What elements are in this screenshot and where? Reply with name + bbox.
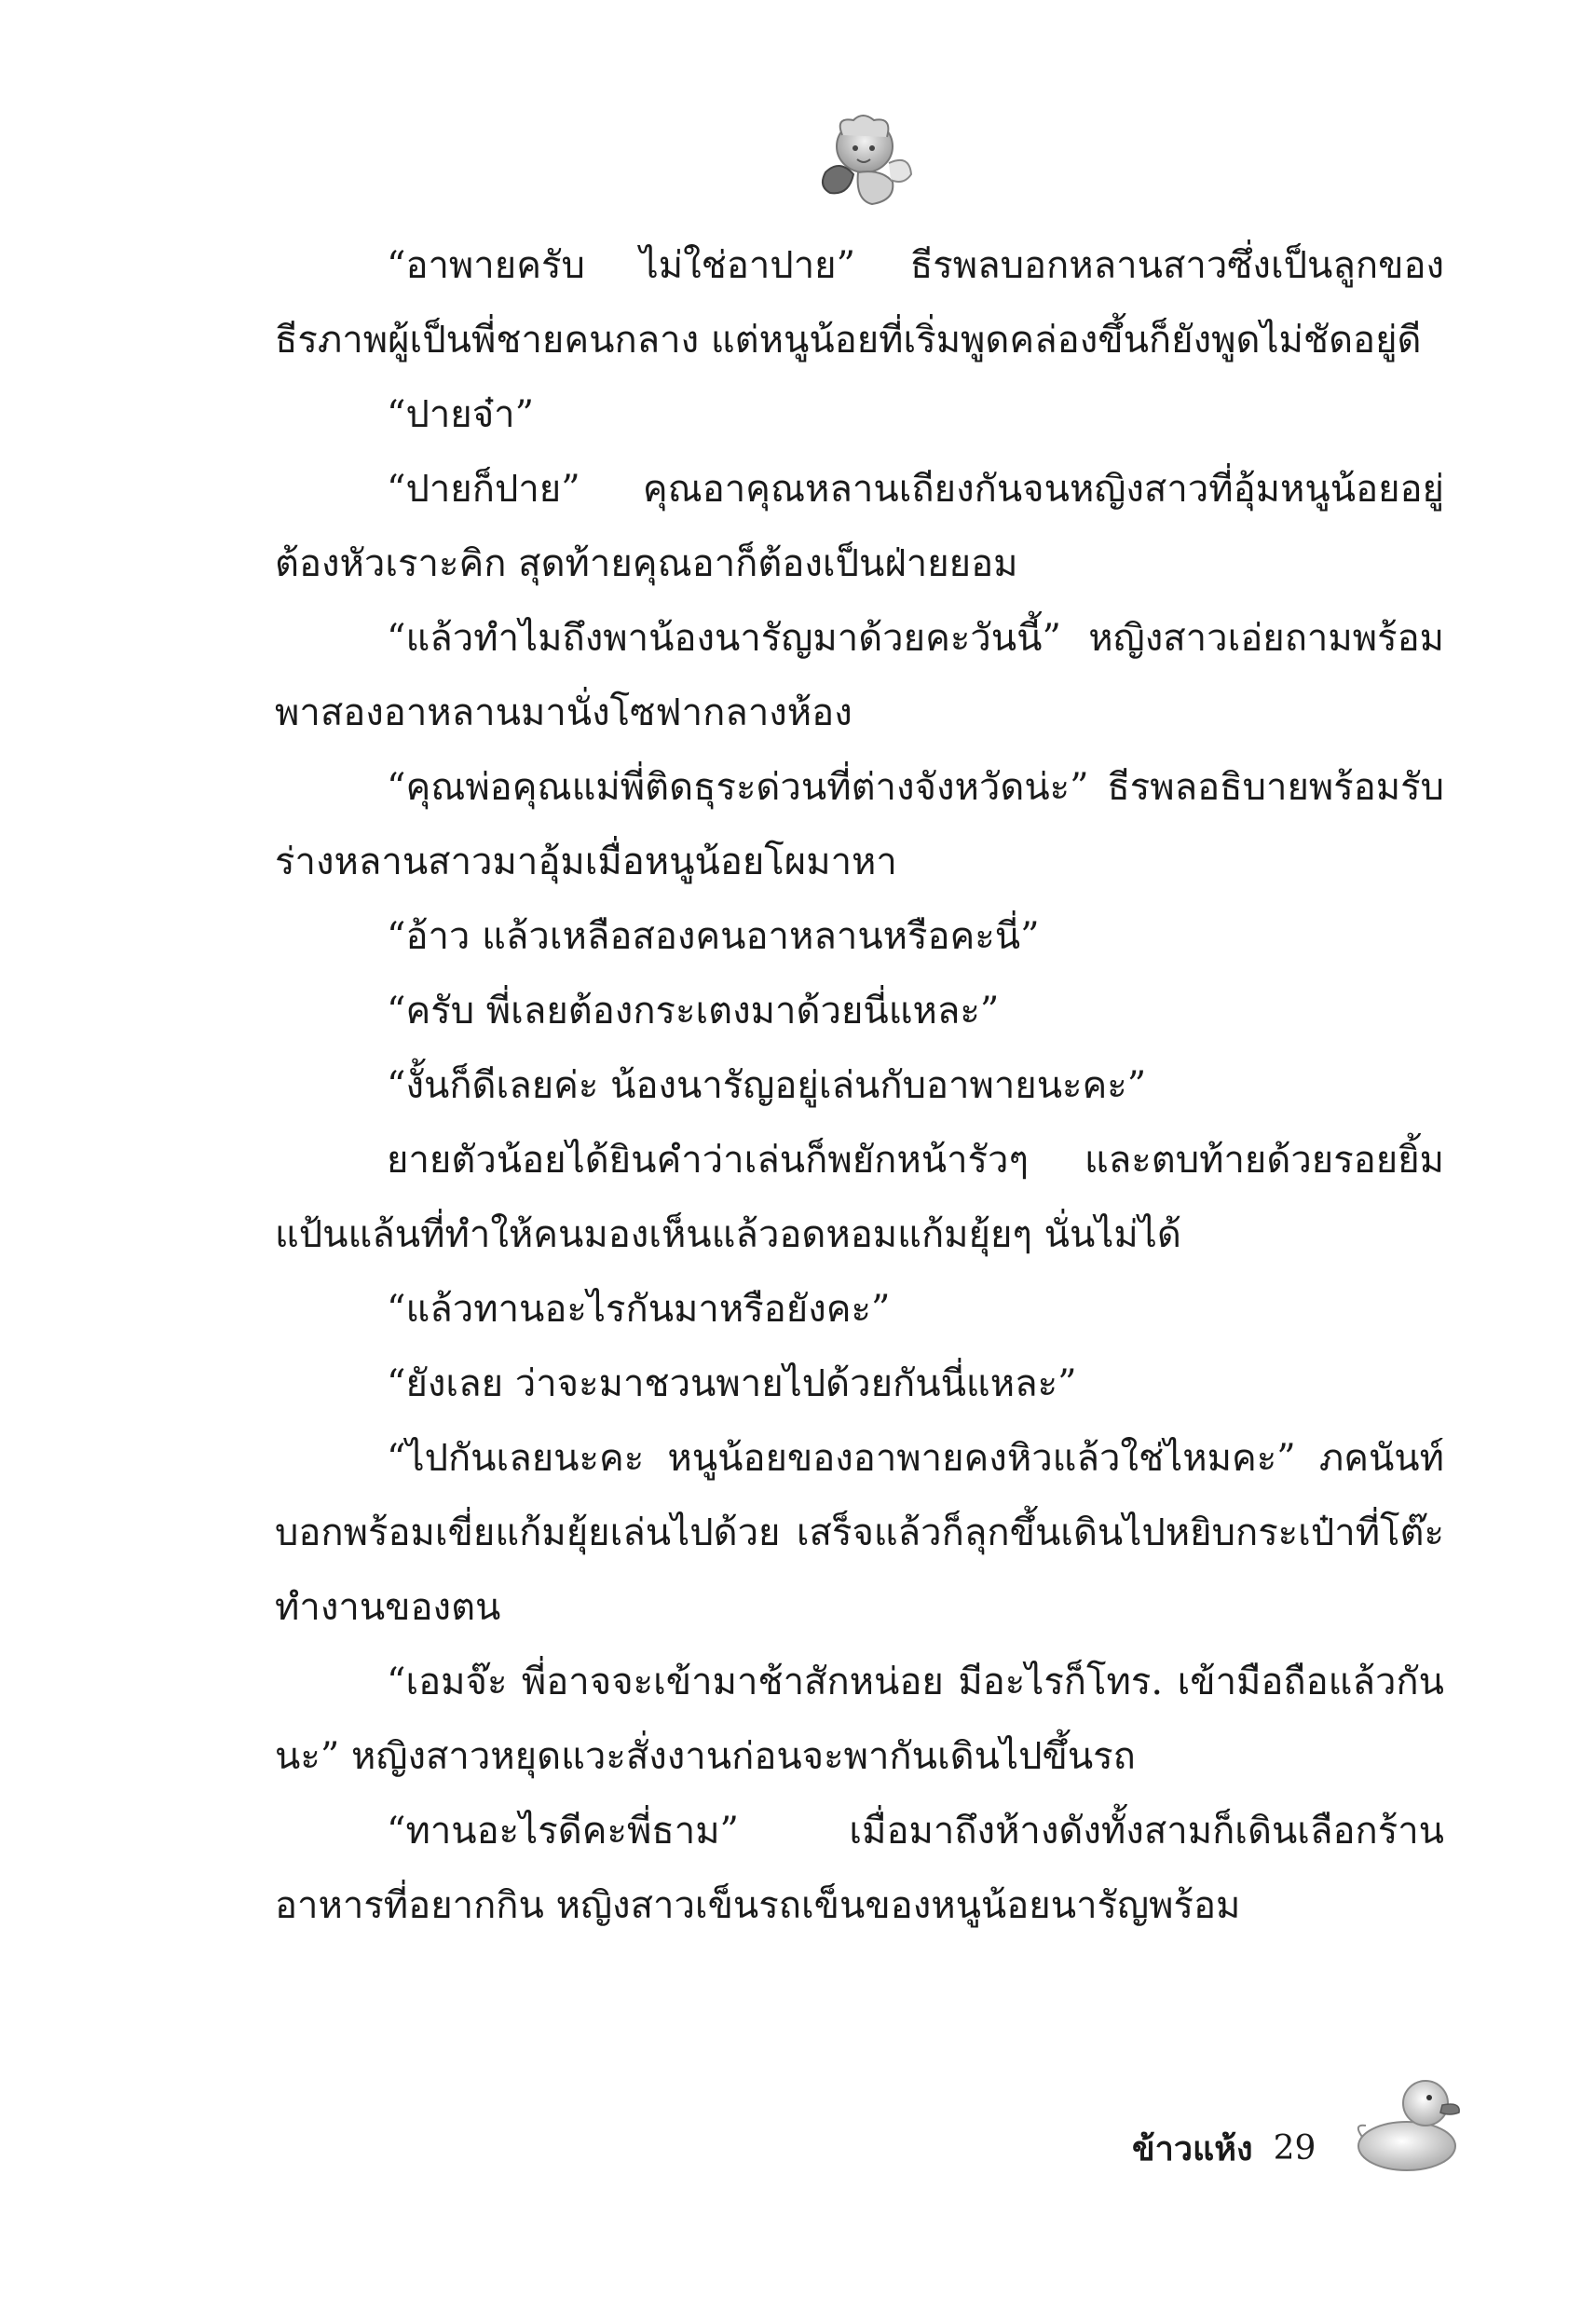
paragraph: “แล้วทำไมถึงพาน้องนารัญมาด้วยคะวันนี้” หญิงสาวเอ่ยถามพร้อมพาสองอาหลานมานั่งโซฟากลางห้อง (275, 617, 1444, 734)
paragraph: “อ้าว แล้วเหลือสองคนอาหลานหรือคะนี่” (387, 915, 1040, 958)
book-title: ข้าวแห้ง (1132, 2128, 1253, 2168)
paragraph: “เอมจ๊ะ พี่อาจจะเข้ามาช้าสักหน่อย มีอะไรก็โทร. เข้ามือถือแล้วกันนะ” หญิงสาวหยุดแวะสั่งงานก่อนจะพากันเดินไปขึ้นรถ (275, 1661, 1444, 1778)
paragraph: “แล้วทานอะไรกันมาหรือยังคะ” (387, 1288, 891, 1331)
paragraph: “ครับ พี่เลยต้องกระเตงมาด้วยนี่แหละ” (387, 990, 1000, 1032)
paragraph: “อาพายครับ ไม่ใช่อาปาย” ธีรพลบอกหลานสาวซึ่งเป็นลูกของธีรภาพผู้เป็นพี่ชายคนกลาง แต่หนูน้อยที่เริ่มพูดคล่องขึ้นก็ยังพูดไม่ชัดอยู่ดี (275, 244, 1444, 362)
paragraph: “ปายก็ปาย” คุณอาคุณหลานเถียงกันจนหญิงสาวที่อุ้มหนูน้อยอยู่ต้องหัวเราะคิก สุดท้ายคุณอาก็ต้องเป็นฝ่ายยอม (275, 468, 1444, 585)
paragraph: “ทานอะไรดีคะพี่ธาม” เมื่อมาถึงห้างดังทั้งสามก็เดินเลือกร้านอาหารที่อยากกิน หญิงสาวเข็นรถเข็นของหนูน้อยนารัญพร้อม (275, 1810, 1444, 1927)
page-footer (1132, 2111, 1316, 2185)
paragraph: “คุณพ่อคุณแม่พี่ติดธุระด่วนที่ต่างจังหวัดน่ะ” ธีรพลอธิบายพร้อมรับร่างหลานสาวมาอุ้มเมื่อหนูน้อยโผมาหา (275, 766, 1444, 883)
paragraph: “ไปกันเลยนะคะ หนูน้อยของอาพายคงหิวแล้วใช่ไหมคะ” ภคนันท์บอกพร้อมเขี่ยแก้มยุ้ยเล่นไปด้วย เสร็จแล้วก็ลุกขึ้นเดินไปหยิบกระเป๋าที่โต๊ะทำงานของตน (275, 1437, 1444, 1629)
paragraph: “ปายจ๋า” (387, 393, 535, 436)
page-content (275, 228, 1444, 1943)
paragraph: ยายตัวน้อยได้ยินคำว่าเล่นก็พยักหน้ารัวๆ และตบท้ายด้วยรอยยิ้มแป้นแล้นที่ทำให้คนมองเห็นแล้วอดหอมแก้มยุ้ยๆ นั่นไม่ได้ (275, 1139, 1444, 1256)
rubber-duck-icon (1349, 2064, 1470, 2176)
paragraph: “ยังเลย ว่าจะมาชวนพายไปด้วยกันนี่แหละ” (387, 1362, 1077, 1405)
page-number: 29 (1273, 2128, 1316, 2167)
cherub-ornament-icon (807, 107, 919, 214)
paragraph: “งั้นก็ดีเลยค่ะ น้องนารัญอยู่เล่นกับอาพายนะคะ” (387, 1064, 1147, 1107)
